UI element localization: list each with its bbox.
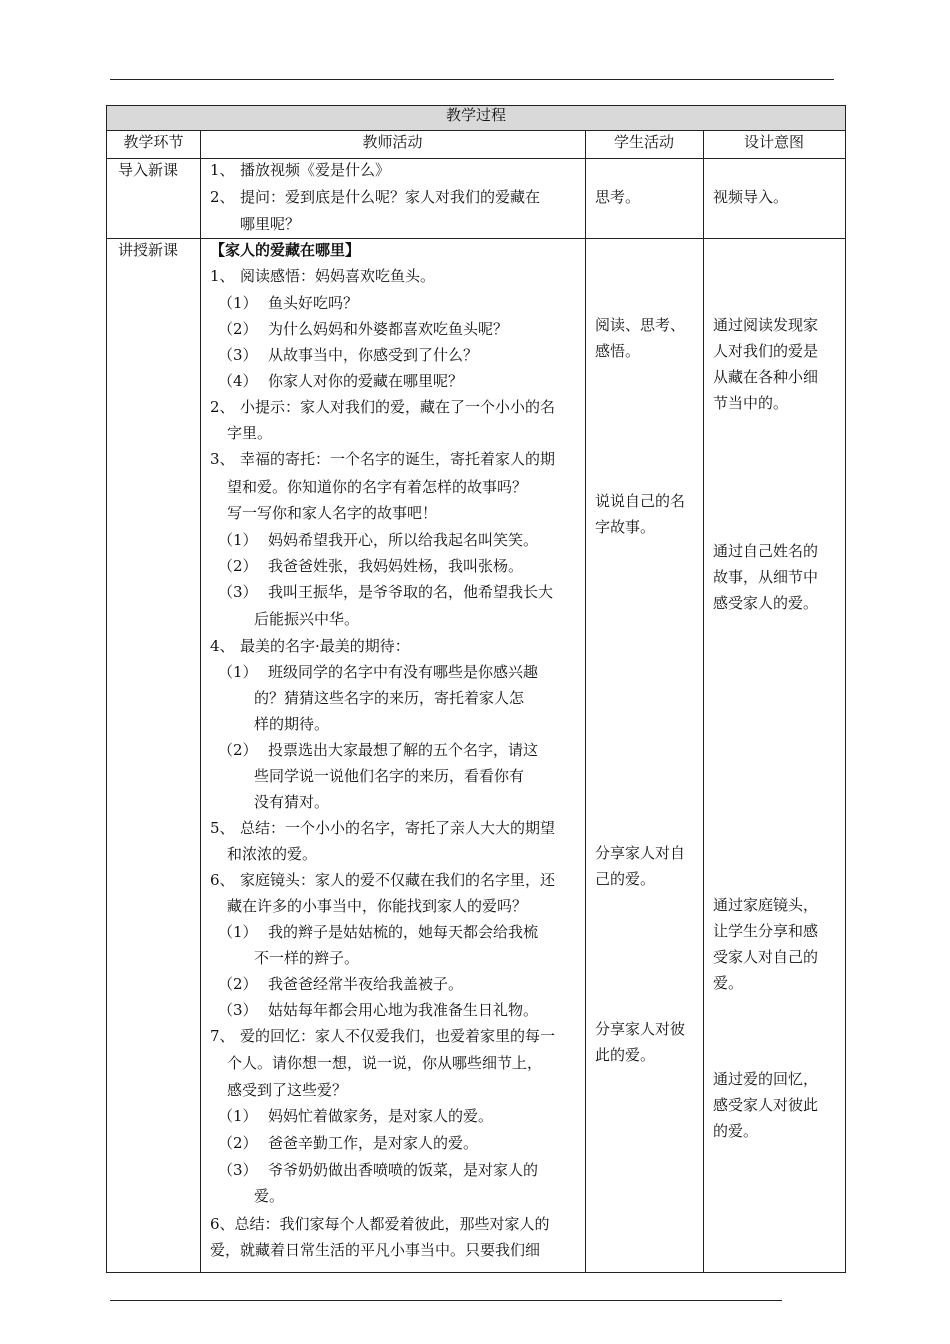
design-intent-line: 故事，从细节中 bbox=[713, 568, 819, 586]
intro-item-text: 提问：爱到底是什么呢？家人对我们的爱藏在 bbox=[240, 188, 541, 206]
header-student: 学生活动 bbox=[613, 133, 674, 151]
lesson-item-text: 我爸爸姓张，我妈妈姓杨，我叫张杨。 bbox=[268, 557, 524, 575]
lesson-item-text: 和浓浓的爱。 bbox=[227, 845, 318, 863]
lesson-item-text: 些同学说一说他们名字的来历，看看你有 bbox=[254, 767, 525, 785]
footer-rule bbox=[110, 1300, 782, 1301]
lesson-item-text: 鱼头好吃吗？ bbox=[268, 294, 359, 312]
design-intent-line: 通过爱的回忆， bbox=[713, 1070, 819, 1088]
design-intent-line: 人对我们的爱是 bbox=[713, 342, 819, 360]
lesson-item-text: 样的期待。 bbox=[254, 715, 330, 733]
design-intent-line: 受家人对自己的 bbox=[713, 948, 819, 966]
lesson-item-num: （2） bbox=[218, 741, 258, 759]
lesson-item-text: 个人。请你想一想，说一说，你从哪些细节上， bbox=[227, 1054, 543, 1072]
student-activity-line: 分享家人对彼 bbox=[595, 1020, 686, 1038]
lesson-heading: 【家人的爱藏在哪里】 bbox=[210, 241, 361, 259]
lesson-item-num: （1） bbox=[218, 923, 258, 941]
header-stage: 教学环节 bbox=[123, 133, 184, 151]
design-intent-line: 通过家庭镜头， bbox=[713, 896, 819, 914]
lesson-item-num: 4、 bbox=[210, 637, 235, 655]
lesson-item-num: （4） bbox=[218, 372, 258, 390]
header-teacher: 教师活动 bbox=[362, 133, 423, 151]
lesson-item-text: 妈妈希望我开心，所以给我起名叫笑笑。 bbox=[268, 531, 539, 549]
lesson-item-text: 望和爱。你知道你的名字有着怎样的故事吗？ bbox=[227, 478, 528, 496]
lesson-item-text: 爱的回忆：家人不仅爱我们，也爱着家里的每一 bbox=[240, 1027, 556, 1045]
student-activity-line: 此的爱。 bbox=[595, 1046, 656, 1064]
row-divider bbox=[107, 238, 845, 239]
design-intent-line: 感受家人的爱。 bbox=[713, 594, 819, 612]
lesson-item-text: 我的辫子是姑姑梳的，她每天都会给我梳 bbox=[268, 923, 539, 941]
lesson-item-text: 小提示：家人对我们的爱，藏在了一个小小的名 bbox=[240, 398, 556, 416]
header-intent: 设计意图 bbox=[743, 133, 804, 151]
intro-item-num: 1、 bbox=[210, 161, 235, 179]
design-intent-line: 爱。 bbox=[713, 974, 744, 992]
lesson-item-text: 最美的名字·最美的期待： bbox=[240, 637, 410, 655]
design-intent-line: 节当中的。 bbox=[713, 394, 789, 412]
design-intent-line: 感受家人对彼此 bbox=[713, 1096, 819, 1114]
lesson-item-text: 没有猜对。 bbox=[254, 793, 330, 811]
row-divider bbox=[107, 130, 845, 131]
lesson-item-num: （2） bbox=[218, 1134, 258, 1152]
intro-item-text: 播放视频《爱是什么》 bbox=[240, 161, 391, 179]
header-rule bbox=[110, 79, 834, 80]
lesson-item-text: 6、总结：我们家每个人都爱着彼此，那些对家人的 bbox=[210, 1215, 550, 1233]
lesson-item-num: （2） bbox=[218, 975, 258, 993]
lesson-item-num: （1） bbox=[218, 663, 258, 681]
lesson-item-num: （1） bbox=[218, 294, 258, 312]
stage-intro: 导入新课 bbox=[118, 161, 179, 179]
design-intent-line: 的爱。 bbox=[713, 1122, 759, 1140]
lesson-item-text: 后能振兴中华。 bbox=[254, 610, 360, 628]
intro-intent: 视频导入。 bbox=[713, 188, 789, 206]
column-divider bbox=[200, 130, 201, 1272]
lesson-item-num: （3） bbox=[218, 1001, 258, 1019]
lesson-item-text: 姑姑每年都会用心地为我准备生日礼物。 bbox=[268, 1001, 539, 1019]
lesson-item-num: 1、 bbox=[210, 267, 235, 285]
intro-item-num: 2、 bbox=[210, 188, 235, 206]
lesson-item-text: 爱，就藏着日常生活的平凡小事当中。只要我们细 bbox=[210, 1241, 541, 1259]
lesson-item-num: （2） bbox=[218, 557, 258, 575]
lesson-item-text: 阅读感悟：妈妈喜欢吃鱼头。 bbox=[240, 267, 436, 285]
table-title: 教学过程 bbox=[445, 106, 506, 124]
student-activity-line: 说说自己的名 bbox=[595, 492, 686, 510]
column-divider bbox=[703, 130, 704, 1272]
lesson-item-num: （1） bbox=[218, 531, 258, 549]
intro-item-text: 哪里呢？ bbox=[240, 215, 301, 233]
lesson-item-num: （1） bbox=[218, 1107, 258, 1125]
lesson-item-num: 2、 bbox=[210, 398, 235, 416]
lesson-item-num: （3） bbox=[218, 346, 258, 364]
stage-lesson: 讲授新课 bbox=[118, 241, 179, 259]
student-activity-line: 分享家人对自 bbox=[595, 844, 686, 862]
lesson-item-num: （3） bbox=[218, 583, 258, 601]
lesson-item-text: 爸爸辛勤工作，是对家人的爱。 bbox=[268, 1134, 479, 1152]
lesson-item-text: 你家人对你的爱藏在哪里呢？ bbox=[268, 372, 464, 390]
lesson-item-text: 幸福的寄托：一个名字的诞生，寄托着家人的期 bbox=[240, 450, 556, 468]
lesson-item-text: 字里。 bbox=[227, 424, 273, 442]
lesson-item-num: 7、 bbox=[210, 1027, 235, 1045]
teaching-process-table bbox=[106, 105, 846, 1273]
lesson-item-num: 6、 bbox=[210, 871, 235, 889]
lesson-item-text: 藏在许多的小事当中，你能找到家人的爱吗？ bbox=[227, 897, 528, 915]
student-activity-line: 字故事。 bbox=[595, 518, 656, 536]
lesson-item-text: 总结：一个小小的名字，寄托了亲人大大的期望 bbox=[240, 819, 556, 837]
design-intent-line: 从藏在各种小细 bbox=[713, 368, 819, 386]
lesson-item-text: 写一写你和家人名字的故事吧！ bbox=[227, 504, 438, 522]
lesson-item-num: 3、 bbox=[210, 450, 235, 468]
lesson-item-text: 投票选出大家最想了解的五个名字，请这 bbox=[268, 741, 539, 759]
lesson-item-text: 爱。 bbox=[254, 1187, 285, 1205]
student-activity-line: 己的爱。 bbox=[595, 870, 656, 888]
lesson-item-text: 家庭镜头：家人的爱不仅藏在我们的名字里，还 bbox=[240, 871, 556, 889]
design-intent-line: 通过自己姓名的 bbox=[713, 542, 819, 560]
lesson-item-text: 为什么妈妈和外婆都喜欢吃鱼头呢？ bbox=[268, 320, 509, 338]
row-divider bbox=[107, 158, 845, 159]
lesson-item-text: 从故事当中，你感受到了什么？ bbox=[268, 346, 479, 364]
design-intent-line: 通过阅读发现家 bbox=[713, 316, 819, 334]
lesson-item-text: 我叫王振华，是爷爷取的名，他希望我长大 bbox=[268, 583, 554, 601]
design-intent-line: 让学生分享和感 bbox=[713, 922, 819, 940]
lesson-item-text: 我爸爸经常半夜给我盖被子。 bbox=[268, 975, 464, 993]
column-divider bbox=[585, 130, 586, 1272]
lesson-item-text: 妈妈忙着做家务，是对家人的爱。 bbox=[268, 1107, 494, 1125]
lesson-item-text: 的？猜猜这些名字的来历，寄托着家人怎 bbox=[254, 689, 525, 707]
intro-student: 思考。 bbox=[595, 188, 641, 206]
lesson-item-num: 5、 bbox=[210, 819, 235, 837]
student-activity-line: 阅读、思考、 bbox=[595, 316, 686, 334]
lesson-item-text: 不一样的辫子。 bbox=[254, 949, 360, 967]
lesson-item-text: 感受到了这些爱？ bbox=[227, 1081, 348, 1099]
lesson-item-text: 班级同学的名字中有没有哪些是你感兴趣 bbox=[268, 663, 539, 681]
student-activity-line: 感悟。 bbox=[595, 342, 641, 360]
lesson-item-text: 爷爷奶奶做出香喷喷的饭菜，是对家人的 bbox=[268, 1161, 539, 1179]
lesson-item-num: （2） bbox=[218, 320, 258, 338]
lesson-item-num: （3） bbox=[218, 1161, 258, 1179]
